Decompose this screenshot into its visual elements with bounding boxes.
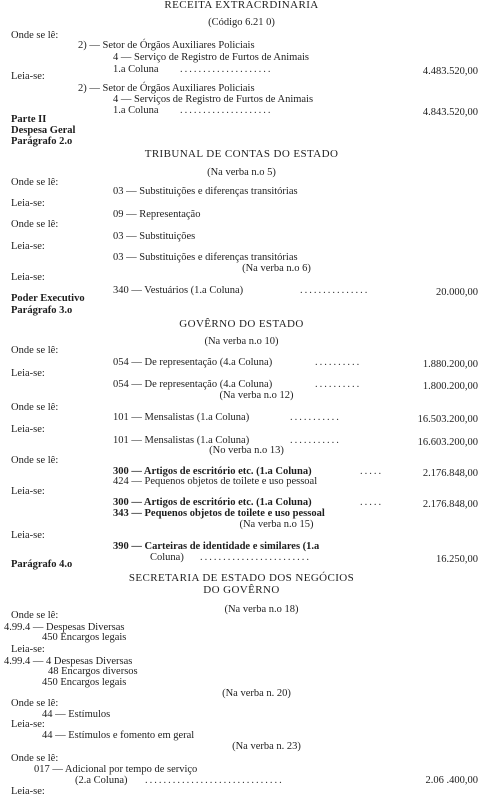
governo-onde-2: Onde se lê:	[11, 402, 59, 413]
receita-parte: Parte II	[11, 114, 47, 125]
secretaria-adicional-leader: ..............................	[145, 775, 284, 786]
governo-leia-2: Leia-se:	[11, 424, 45, 435]
governo-row-300-a-amount: 2.176.848,00	[422, 468, 478, 479]
tribunal-verba-5: (Na verba n.o 5)	[207, 167, 276, 178]
tribunal-leia-1: Leia-se:	[11, 198, 45, 209]
governo-leia-4: Leia-se:	[11, 530, 45, 541]
governo-row-054-a-amount: 1.880.200,00	[422, 359, 478, 370]
secretaria-leia-2: Leia-se:	[11, 719, 45, 730]
governo-row-300-a-leader: .....	[360, 466, 384, 477]
secretaria-leia-3: Leia-se:	[11, 786, 45, 797]
secretaria-encargos-legais-b: 450 Encargos legais	[42, 677, 127, 688]
secretaria-estimulos: 44 — Estímulos	[42, 709, 111, 720]
governo-row-054-b-leader: ..........	[315, 379, 362, 390]
governo-row-390-leader: ........................	[200, 552, 311, 563]
secretaria-title: SECRETARIA DE ESTADO DOS NEGÓCIOS	[128, 572, 355, 584]
governo-row-390: 390 — Carteiras de identidade e similares (1.a	[113, 541, 320, 552]
governo-row-054-a: 054 — De representação (4.a Coluna)	[113, 357, 273, 368]
secretaria-encargos-legais-a: 450 Encargos legais	[42, 632, 127, 643]
tribunal-poder: Poder Executivo	[11, 293, 85, 304]
tribunal-verba-6: (Na verba n.o 6)	[242, 263, 311, 274]
receita-leia-label: Leia-se:	[11, 71, 45, 82]
tribunal-item-03-b: 03 — Substituições	[113, 231, 196, 242]
governo-row-300-b: 300 — Artigos de escritório etc. (1.a Coluna)	[113, 497, 312, 508]
governo-row-343: 343 — Pequenos objetos de toilete e uso pessoal	[113, 508, 325, 519]
governo-row-300-b-leader: .....	[360, 497, 384, 508]
secretaria-verba-23: (Na verba n. 23)	[232, 741, 301, 752]
governo-title: GOVÊRNO DO ESTADO	[179, 318, 304, 330]
tribunal-title: TRIBUNAL DE CONTAS DO ESTADO	[144, 148, 339, 160]
governo-row-101-a-leader: ...........	[290, 412, 341, 423]
governo-row-390-amount: 16.250,00	[436, 554, 478, 565]
secretaria-leia-1: Leia-se:	[11, 644, 45, 655]
receita-item1-setor: 2) — Setor de Órgãos Auxiliares Policiais	[78, 40, 255, 51]
governo-row-054-b-amount: 1.800.200,00	[422, 381, 478, 392]
secretaria-onde-2: Onde se lê:	[11, 698, 59, 709]
receita-title: RECEITA EXTRACRDINARIA	[164, 0, 319, 11]
tribunal-onde-2: Onde se lê:	[11, 219, 59, 230]
governo-row-424: 424 — Pequenos objetos de toilete e uso pessoal	[113, 476, 318, 487]
governo-verba-13: (No verba n.o 13)	[209, 445, 284, 456]
governo-row-101-a-amount: 16.503.200,00	[417, 414, 478, 425]
receita-item1-leader: ....................	[180, 64, 273, 75]
receita-item2-leader: ....................	[180, 105, 273, 116]
secretaria-verba-20: (Na verba n. 20)	[222, 688, 291, 699]
governo-row-054-b: 054 — De representação (4.a Coluna)	[113, 379, 273, 390]
governo-verba-12: (Na verba n.o 12)	[219, 390, 294, 401]
receita-onde-label: Onde se lê:	[11, 30, 59, 41]
secretaria-adicional-coluna: (2.a Coluna)	[75, 775, 128, 786]
tribunal-item-340: 340 — Vestuários (1.a Coluna)	[113, 285, 244, 296]
governo-row-390-coluna: Coluna)	[150, 552, 184, 563]
secretaria-encargos-diversos: 48 Encargos diversos	[48, 666, 138, 677]
receita-item2-coluna: 1.a Coluna	[113, 105, 159, 116]
governo-onde-1: Onde se lê:	[11, 345, 59, 356]
receita-item2-setor: 2) — Setor de Órgãos Auxiliares Policiais	[78, 83, 255, 94]
secretaria-onde-3: Onde se lê:	[11, 753, 59, 764]
receita-item1-coluna: 1.a Coluna	[113, 64, 159, 75]
secretaria-onde-1: Onde se lê:	[11, 610, 59, 621]
tribunal-item-03-c: 03 — Substituições e diferenças transitórias	[113, 252, 298, 263]
receita-item1-servico: 4 — Serviço de Registro de Furtos de Animais	[113, 52, 309, 63]
tribunal-leia-2: Leia-se:	[11, 241, 45, 252]
secretaria-adicional: 017 — Adicional por tempo de serviço	[34, 764, 198, 775]
tribunal-paragrafo: Parágrafo 3.o	[11, 305, 73, 316]
governo-verba-15: (Na verba n.o 15)	[239, 519, 314, 530]
tribunal-item-340-amount: 20.000,00	[436, 287, 478, 298]
receita-item2-amount: 4.843.520,00	[422, 107, 478, 118]
tribunal-item-09: 09 — Representação	[113, 209, 201, 220]
governo-row-101-b-amount: 16.603.200,00	[417, 437, 478, 448]
receita-code: (Código 6.21 0)	[208, 17, 275, 28]
receita-paragrafo: Parágrafo 2.o	[11, 136, 73, 147]
governo-row-101-a: 101 — Mensalistas (1.a Coluna)	[113, 412, 250, 423]
receita-item1-amount: 4.483.520,00	[422, 66, 478, 77]
receita-item2-servico: 4 — Serviços de Registro de Furtos de Animais	[113, 94, 314, 105]
tribunal-onde-1: Onde se lê:	[11, 177, 59, 188]
governo-leia-1: Leia-se:	[11, 368, 45, 379]
governo-row-054-a-leader: ..........	[315, 357, 362, 368]
secretaria-verba-18: (Na verba n.o 18)	[224, 604, 299, 615]
governo-row-101-b-leader: ...........	[290, 435, 341, 446]
tribunal-item-340-leader: ...............	[300, 285, 370, 296]
governo-onde-3: Onde se lê:	[11, 455, 59, 466]
tribunal-item-03-a: 03 — Substituições e diferenças transitórias	[113, 186, 298, 197]
secretaria-estimulos-fomento: 44 — Estímulos e fomento em geral	[42, 730, 195, 741]
tribunal-leia-3: Leia-se:	[11, 272, 45, 283]
receita-despesa: Despesa Geral	[11, 125, 76, 136]
governo-row-101-b: 101 — Mensalistas (1.a Coluna)	[113, 435, 250, 446]
governo-paragrafo: Parágrafo 4.o	[11, 559, 73, 570]
secretaria-despesas-diversas-b: 4.99.4 — 4 Despesas Diversas	[4, 656, 133, 667]
governo-row-300-b-amount: 2.176.848,00	[422, 499, 478, 510]
secretaria-despesas-diversas: 4.99.4 — Despesas Diversas	[4, 622, 125, 633]
secretaria-adicional-amount: 2.06 .400,00	[425, 775, 478, 786]
governo-verba-10: (Na verba n.o 10)	[204, 336, 279, 347]
governo-row-300-a: 300 — Artigos de escritório etc. (1.a Coluna)	[113, 466, 312, 477]
governo-leia-3: Leia-se:	[11, 486, 45, 497]
secretaria-title-2: DO GOVÊRNO	[203, 584, 280, 596]
